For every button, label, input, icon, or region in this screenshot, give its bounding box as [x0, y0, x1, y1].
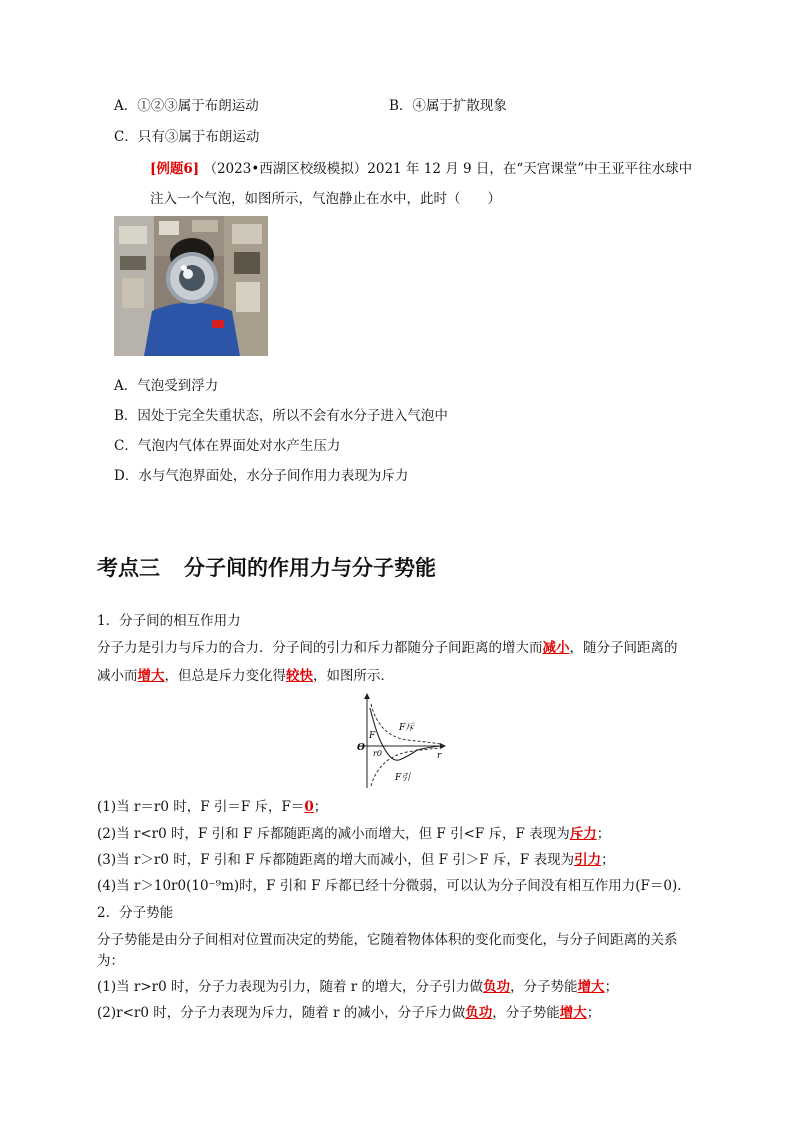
section-heading — [97, 552, 436, 582]
text-span: ，如图所示． — [313, 668, 394, 684]
label-f: F — [369, 731, 376, 741]
text-span: (3)当 r＞r0 时，F 引和 F 斥都随距离的增大而减小，但 F 引＞F 斥，F 表现为 — [97, 852, 575, 868]
part2-case1 — [97, 978, 618, 996]
answer-potential-increase: 增大 — [559, 1005, 587, 1021]
text-span: (1)当 r＝r0 时，F 引＝F 斥，F＝ — [97, 799, 305, 815]
molecular-force-diagram — [337, 690, 455, 790]
q5-option-c: C．只有③属于布朗运动 — [114, 129, 260, 145]
astronaut-water-ball-photo — [114, 216, 268, 356]
q6-option-a: A．气泡受到浮力 — [114, 378, 219, 394]
section-title-a: 考点三 — [97, 556, 160, 580]
text-span: ，分子势能 — [492, 1005, 560, 1021]
part1-heading: 1．分子间的相互作用力 — [97, 613, 241, 629]
q6-option-d: D．水与气泡界面处，水分子间作用力表现为斥力 — [114, 468, 409, 484]
text-span: 减小而 — [97, 668, 138, 684]
label-f-repulsive: F斥 — [399, 723, 415, 733]
label-f-attractive: F引 — [395, 773, 411, 783]
text-span: ，分子势能 — [510, 979, 578, 995]
answer-repulsion: 斥力 — [569, 826, 597, 842]
text-span: ； — [586, 1005, 601, 1021]
part2-heading: 2．分子势能 — [97, 905, 174, 921]
answer-faster: 较快 — [286, 668, 313, 684]
label-r: r — [437, 751, 442, 761]
part1-para-line2 — [97, 667, 394, 685]
part1-case1 — [97, 798, 327, 816]
answer-negative-work: 负功 — [465, 1005, 493, 1021]
part1-para-line1 — [97, 639, 678, 657]
text-span: 分子力是引力与斥力的合力．分子间的引力和斥力都随分子间距离的增大而 — [97, 640, 543, 656]
section-title-b: 分子间的作用力与分子势能 — [184, 556, 436, 580]
text-span: ，随分子间距离的 — [569, 640, 678, 656]
part2-para-line2: 为： — [97, 953, 124, 969]
answer-zero: 0 — [304, 799, 314, 815]
q6-stem-line2: 注入一个气泡，如图所示，气泡静止在水中，此时（ ） — [150, 191, 501, 207]
answer-potential-increase: 增大 — [577, 979, 605, 995]
part1-case2 — [97, 825, 610, 843]
text-span: ； — [604, 979, 619, 995]
q6-stem-line1 — [150, 160, 692, 178]
q5-option-b: B．④属于扩散现象 — [389, 98, 507, 114]
text-span: ； — [601, 852, 615, 868]
part2-case2 — [97, 1004, 600, 1022]
answer-decrease: 减小 — [542, 640, 570, 656]
text-span: (2)r<r0 时，分子力表现为斥力，随着 r 的减小，分子斥力做 — [97, 1005, 466, 1021]
text-span: ，但总是斥力变化得 — [164, 668, 286, 684]
label-r0: r0 — [373, 749, 382, 758]
part1-case3 — [97, 851, 615, 869]
text-span: (2)当 r<r0 时，F 引和 F 斥都随距离的减小而增大，但 F 引<F 斥，F 表现为 — [97, 826, 570, 842]
answer-increase: 增大 — [137, 668, 165, 684]
answer-attraction: 引力 — [574, 852, 602, 868]
q5-option-a: A．①②③属于布朗运动 — [114, 98, 259, 114]
label-origin: O — [357, 743, 365, 753]
q6-stem-text1: （2023•西湖区校级模拟）2021 年 12 月 9 日，在“天宫课堂”中王亚平往水球中 — [203, 161, 693, 177]
text-span: (1)当 r>r0 时，分子力表现为引力，随着 r 的增大，分子引力做 — [97, 979, 484, 995]
part1-case4: (4)当 r＞10r0(10⁻⁹m)时，F 引和 F 斥都已经十分微弱，可以认为分子间没有相互作用力(F＝0). — [97, 878, 682, 894]
text-span: ； — [596, 826, 611, 842]
q6-option-b: B．因处于完全失重状态，所以不会有水分子进入气泡中 — [114, 408, 448, 424]
text-span: ； — [313, 799, 328, 815]
answer-negative-work: 负功 — [483, 979, 511, 995]
part2-para-line1: 分子势能是由分子间相对位置而决定的势能，它随着物体体积的变化而变化，与分子间距离的关系 — [97, 932, 678, 948]
q6-option-c: C．气泡内气体在界面处对水产生压力 — [114, 438, 341, 454]
q6-label: [例题6] — [150, 161, 200, 177]
